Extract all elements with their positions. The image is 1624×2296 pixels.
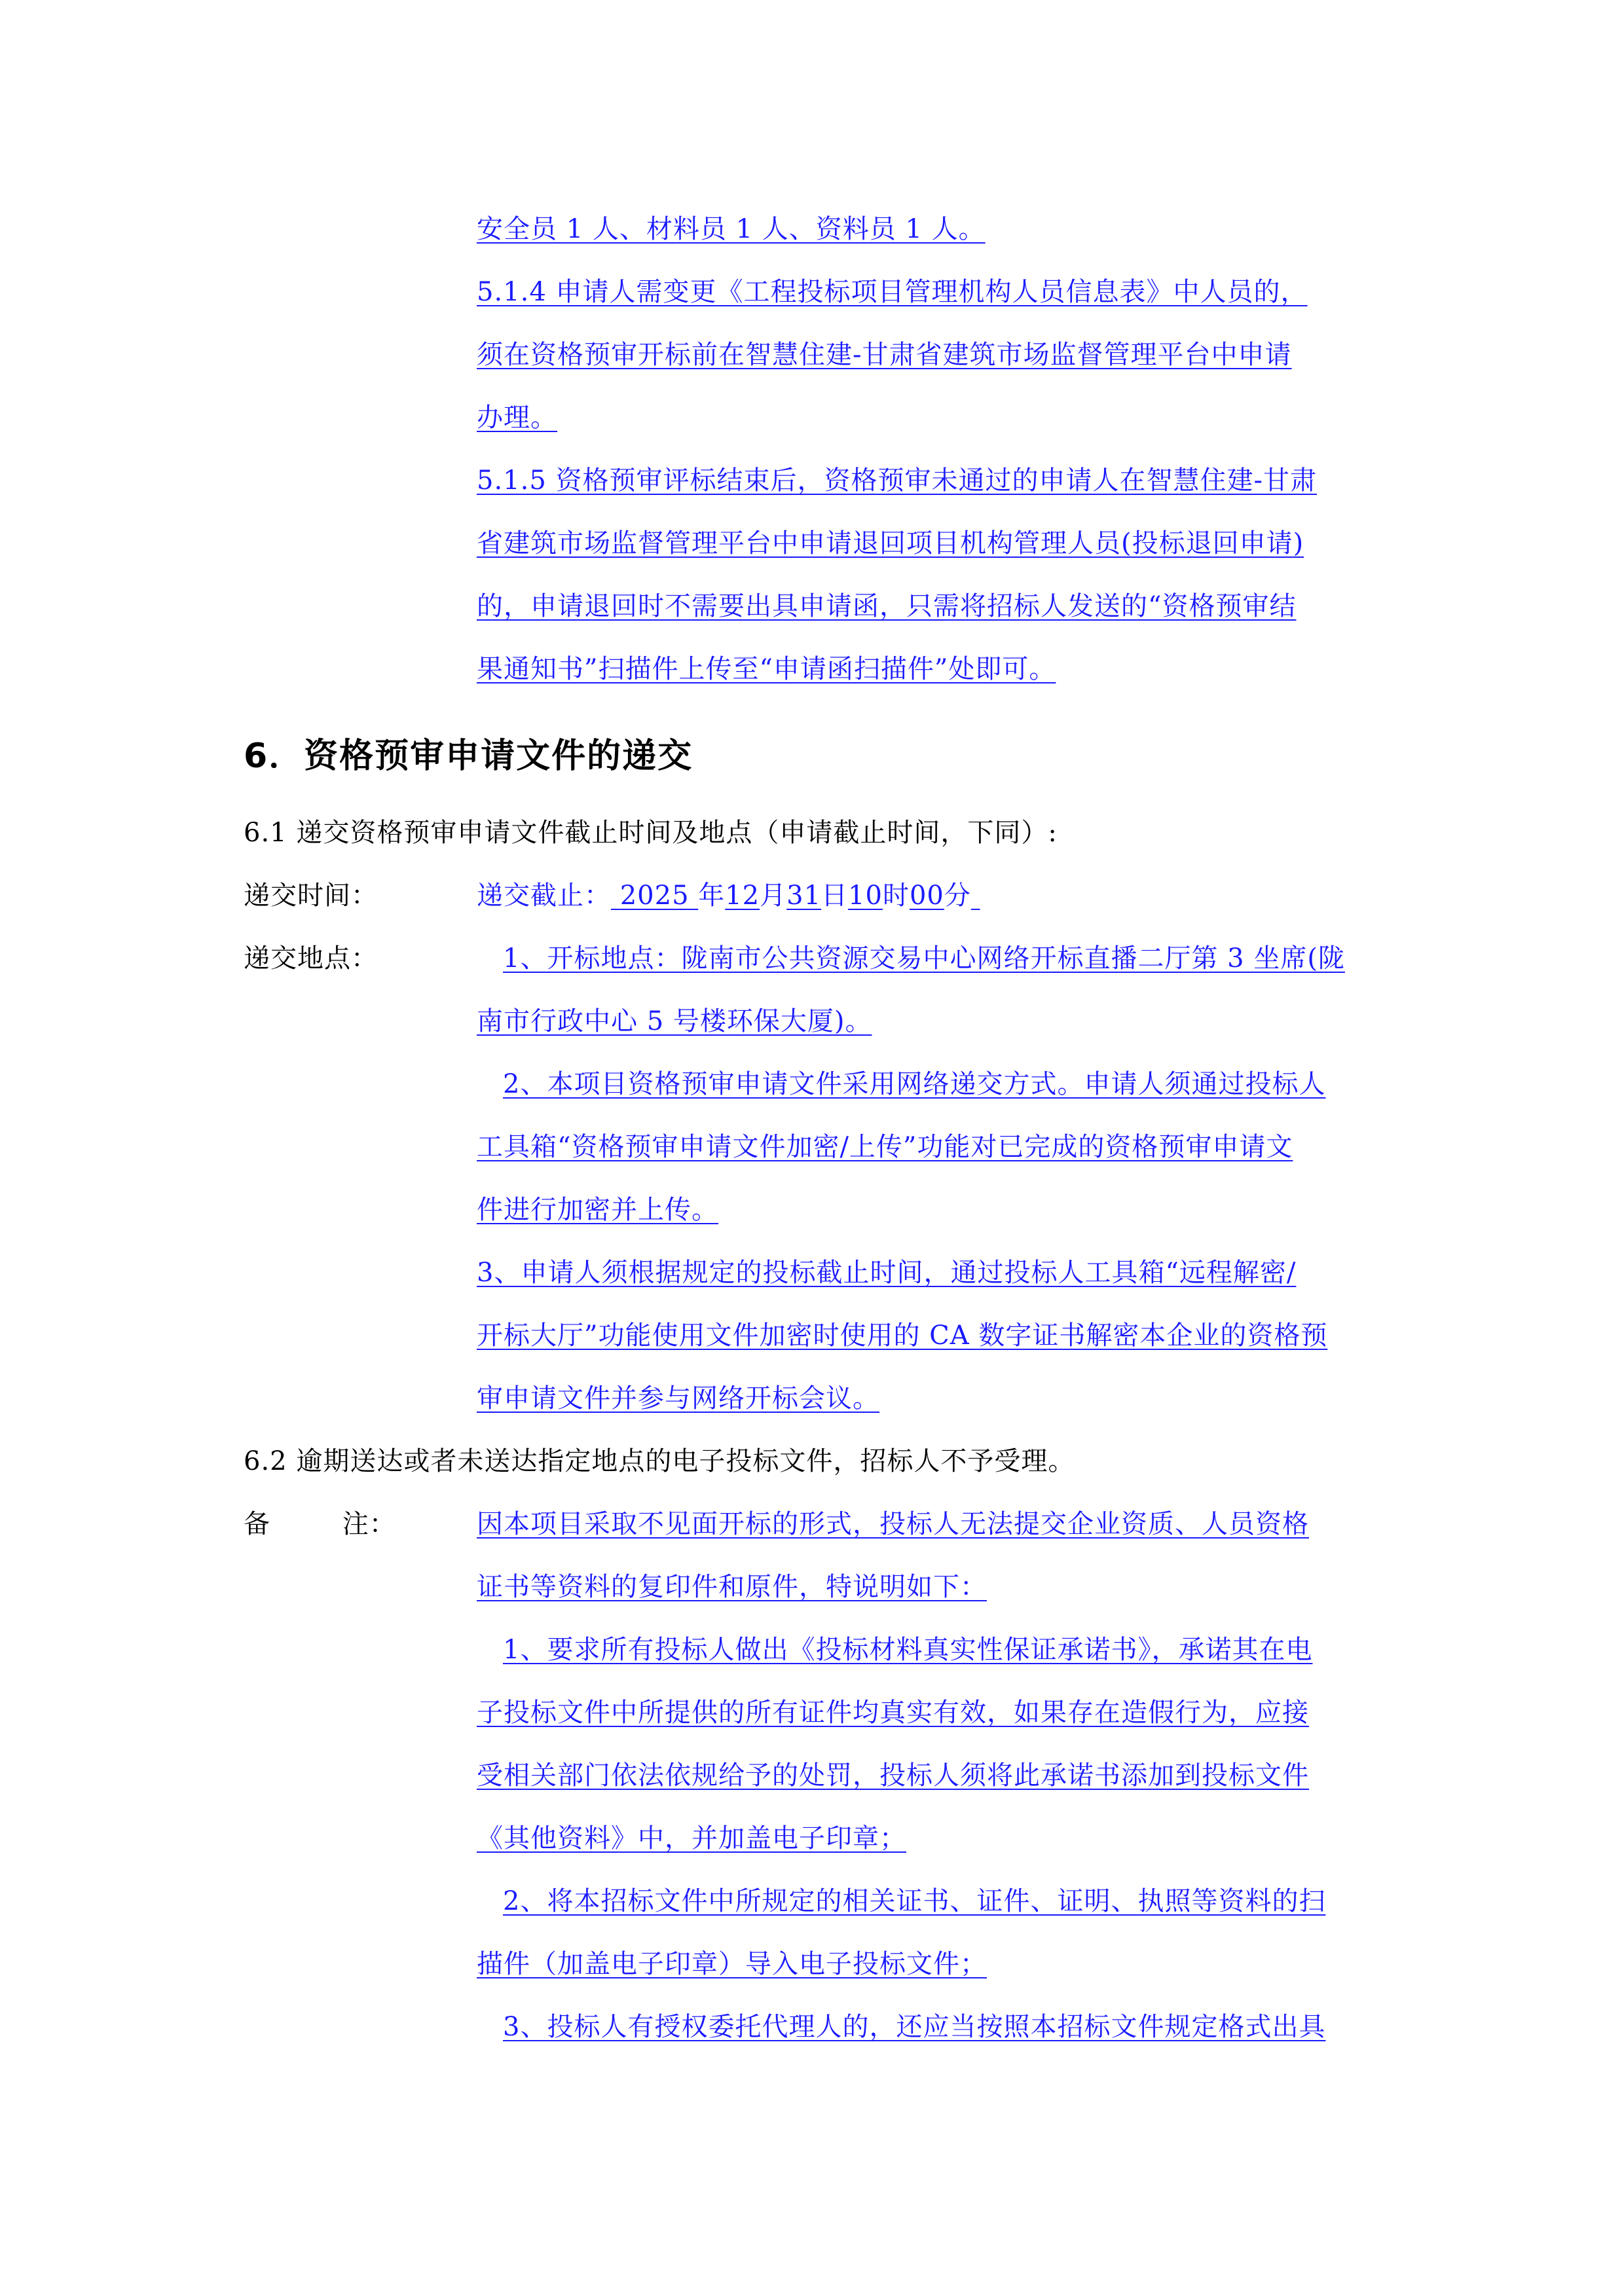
clause-5-1-5-line: 的，申请退回时不需要出具申请函，只需将招标人发送的“资格预审结: [477, 591, 1297, 621]
clause-5-1-5-line: 果通知书”扫描件上传至“申请函扫描件”处即可。: [477, 654, 1056, 684]
place-item-2-line: 工具箱“资格预审申请文件加密/上传”功能对已完成的资格预审申请文: [477, 1132, 1293, 1162]
clause-5-1-4-line: 5.1.4 申请人需变更《工程投标项目管理机构人员信息表》中人员的，: [477, 277, 1308, 307]
place-item-2-line: 件进行加密并上传。: [477, 1195, 718, 1225]
place-item-3-line: 开标大厅”功能使用文件加密时使用的 CA 数字证书解密本企业的资格预: [477, 1321, 1328, 1351]
note-item-1-line: 《其他资料》中，并加盖电子印章；: [477, 1823, 906, 1853]
section-6-heading: 6．资格预审申请文件的递交: [244, 737, 693, 776]
note-intro-line: 证书等资料的复印件和原件，特说明如下：: [477, 1572, 987, 1602]
clause-6-1: 6.1 递交资格预审申请文件截止时间及地点（申请截止时间，下同）:: [244, 818, 1058, 848]
deadline-hour: 10: [848, 881, 883, 911]
sec5-line: 安全员 1 人、材料员 1 人、资料员 1 人。: [477, 214, 986, 244]
clause-5-1-4-line: 须在资格预审开标前在智慧住建-甘肃省建筑市场监督管理平台中申请: [477, 340, 1292, 370]
deadline-prefix: 递交截止：: [477, 881, 611, 911]
note-intro-line: 因本项目采取不见面开标的形式，投标人无法提交企业资质、人员资格: [477, 1509, 1309, 1539]
place-label: 递交地点：: [244, 943, 378, 974]
note-label: 备 注：: [244, 1509, 396, 1539]
deadline-minute: 00: [909, 881, 944, 911]
place-item-3-line: 审申请文件并参与网络开标会议。: [477, 1383, 879, 1413]
clause-5-1-5-line: 省建筑市场监督管理平台中申请退回项目机构管理人员(投标退回申请): [477, 528, 1304, 558]
day-unit: 日: [821, 881, 849, 911]
place-item-3-line: 3、申请人须根据规定的投标截止时间，通过投标人工具箱“远程解密/: [477, 1258, 1297, 1288]
note-item-1-line: 受相关部门依法依规给予的处罚，投标人须将此承诺书添加到投标文件: [477, 1760, 1309, 1791]
note-item-2-line: 2、将本招标文件中所规定的相关证书、证件、证明、执照等资料的扫: [503, 1886, 1326, 1916]
year-unit: 年: [698, 881, 726, 911]
note-item-2-line: 描件（加盖电子印章）导入电子投标文件；: [477, 1949, 987, 1979]
month-unit: 月: [760, 881, 787, 911]
minute-unit: 分: [944, 881, 971, 911]
note-item-3-line: 3、投标人有授权委托代理人的，还应当按照本招标文件规定格式出具: [503, 2012, 1326, 2042]
deadline-time: [477, 877, 980, 914]
note-item-1-line: 子投标文件中所提供的所有证件均真实有效，如果存在造假行为，应接: [477, 1698, 1309, 1728]
clause-5-1-4-line: 办理。: [477, 403, 557, 433]
deadline-month: 12: [725, 881, 760, 911]
place-item-1-line: 1、开标地点：陇南市公共资源交易中心网络开标直播二厅第 3 坐席(陇: [503, 943, 1345, 974]
clause-5-1-5-line: 5.1.5 资格预审评标结束后，资格预审未通过的申请人在智慧住建-甘肃: [477, 465, 1318, 496]
place-item-1-line: 南市行政中心 5 号楼环保大厦)。: [477, 1006, 872, 1036]
deadline-day: 31: [786, 881, 822, 911]
deadline-trailing-underline: [971, 881, 980, 911]
deadline-year: 2025: [619, 881, 690, 911]
hour-unit: 时: [882, 881, 910, 911]
place-item-2-line: 2、本项目资格预审申请文件采用网络递交方式。申请人须通过投标人: [503, 1069, 1326, 1099]
note-item-1-line: 1、要求所有投标人做出《投标材料真实性保证承诺书》，承诺其在电: [503, 1635, 1313, 1665]
time-label: 递交时间：: [244, 881, 378, 911]
clause-6-2: 6.2 逾期送达或者未送达指定地点的电子投标文件，招标人不予受理。: [244, 1446, 1075, 1476]
